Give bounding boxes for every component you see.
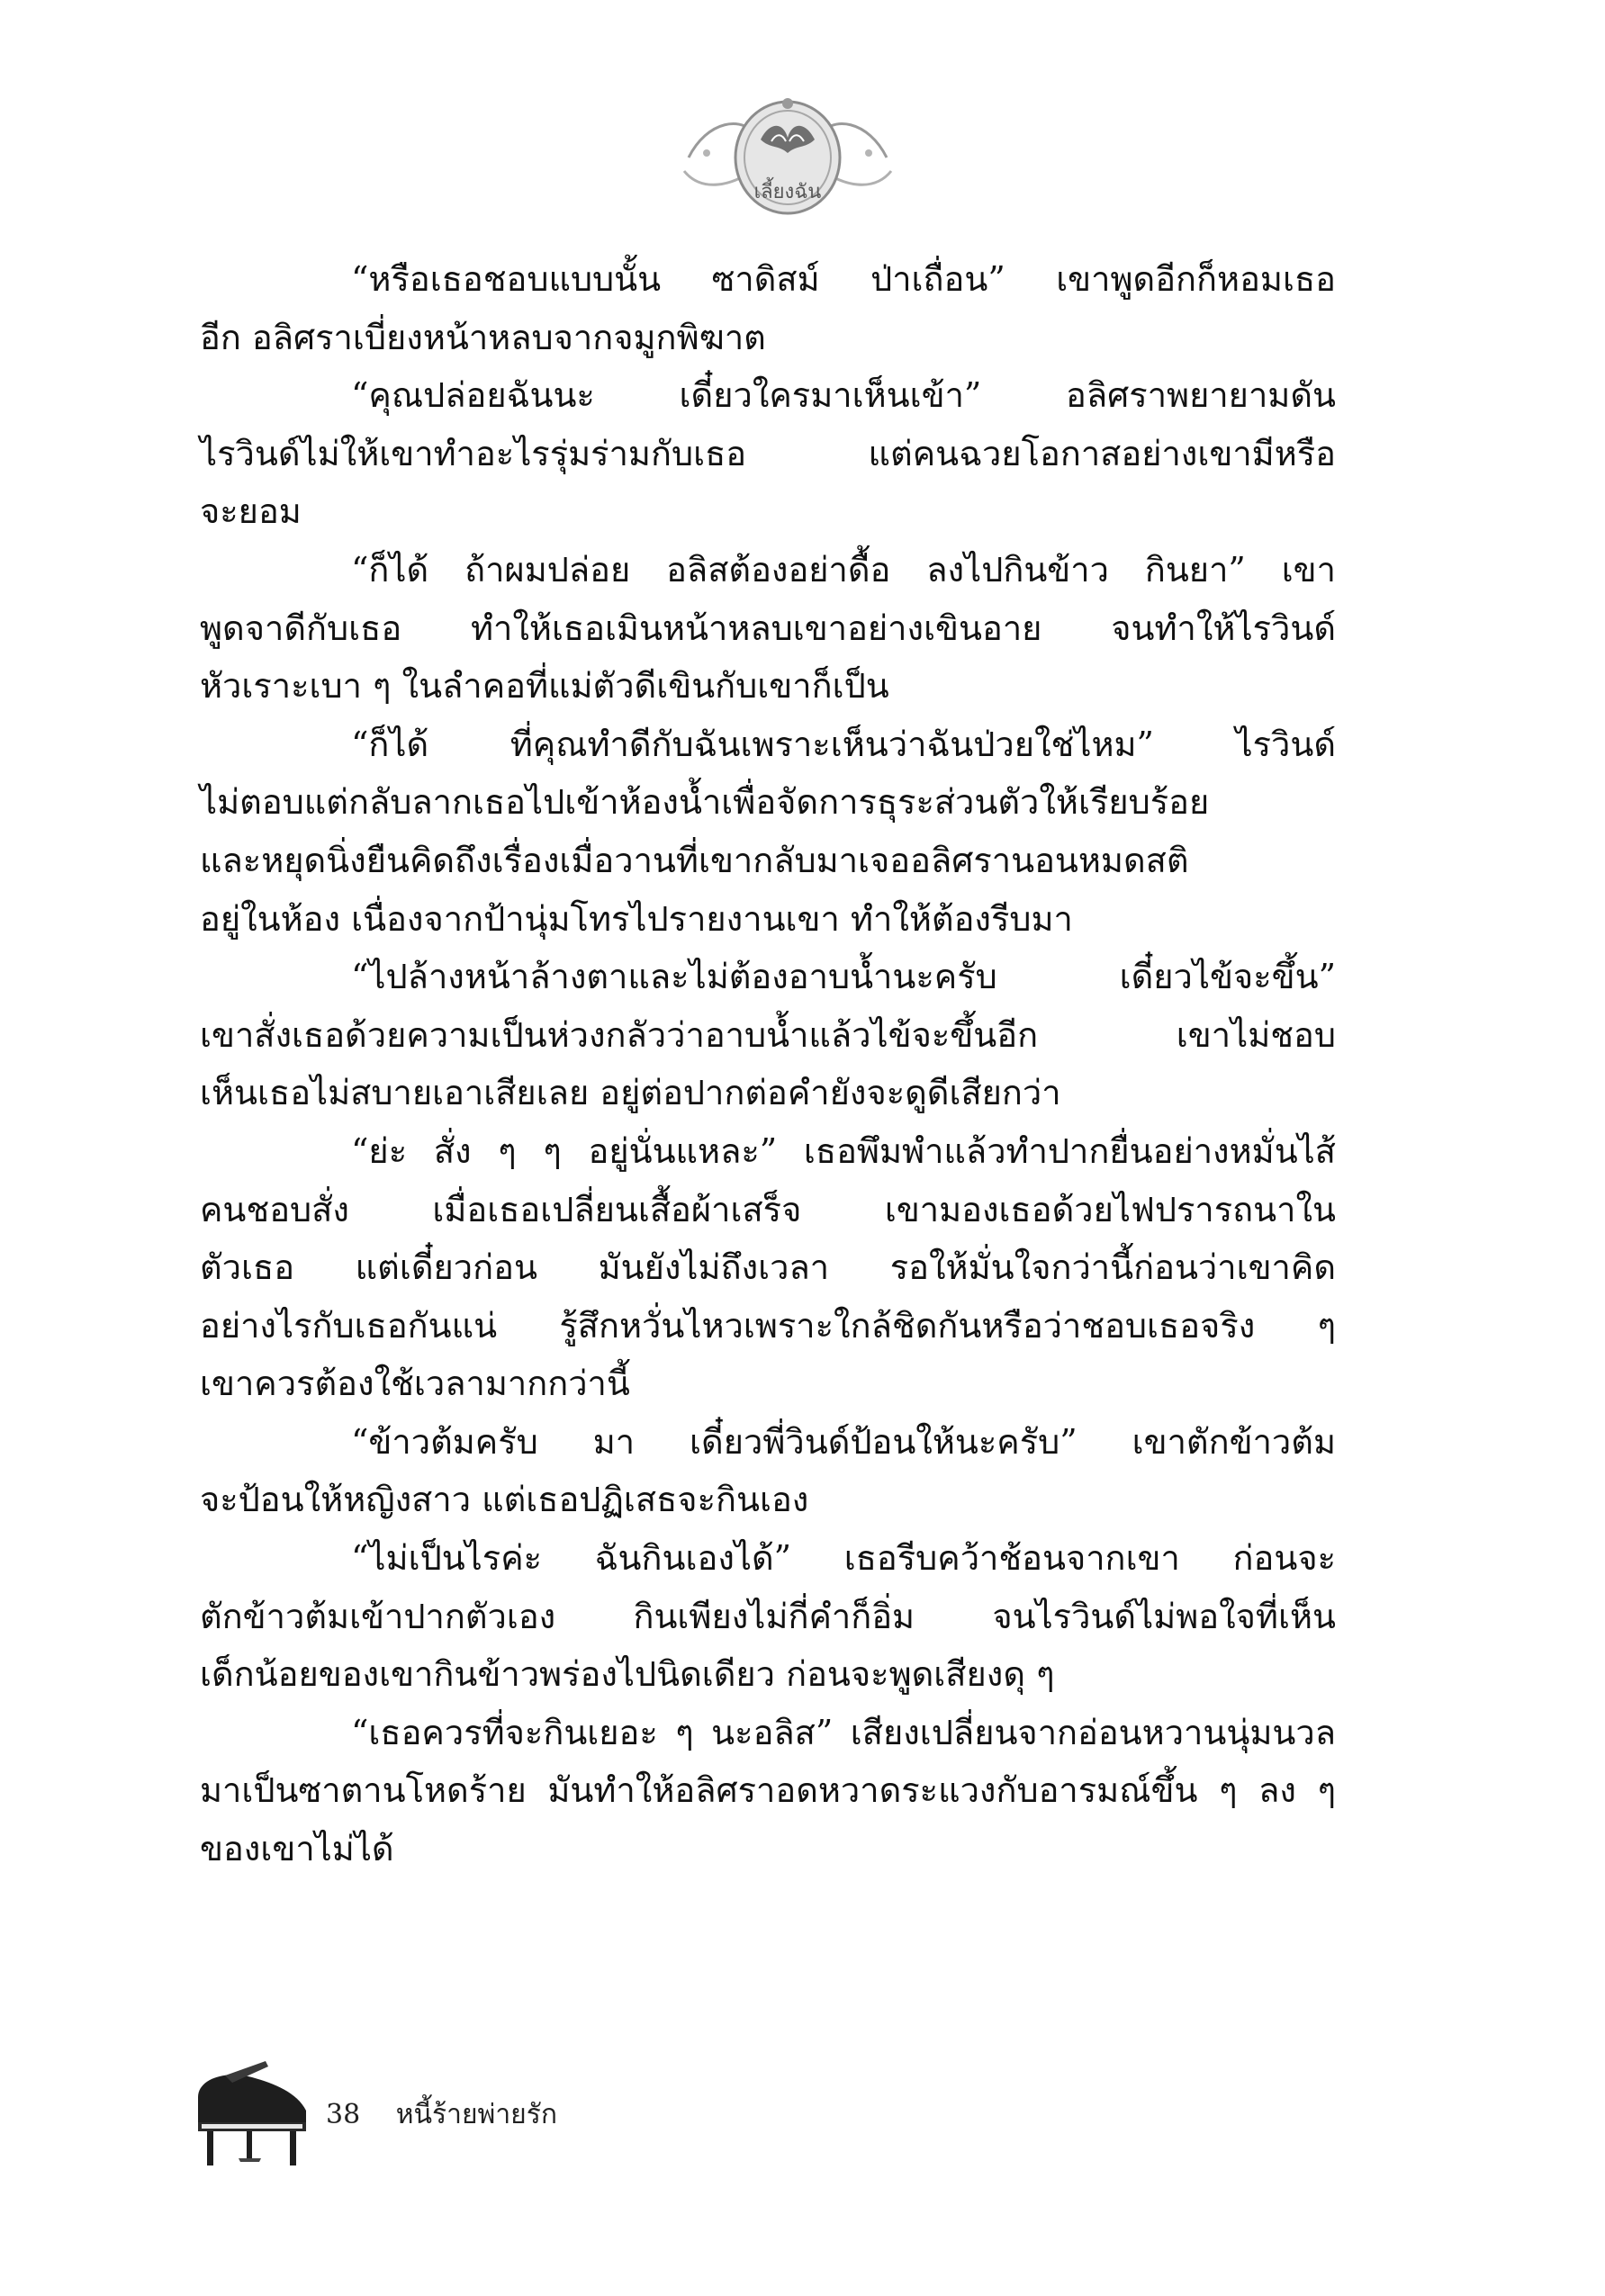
text-line: อยู่ในห้อง เนื่องจากป้านุ่มโทรไปรายงานเขา ทำให้ต้องรีบมา — [200, 898, 1073, 939]
header-ornament — [671, 86, 905, 221]
text-line: ตักข้าวต้มเข้าปากตัวเอง กินเพียงไม่กี่คำก็อิ่ม จนไรวินด์ไม่พอใจที่เห็น — [200, 1596, 1336, 1636]
ornament-label: เลี้ยงฉัน — [753, 181, 822, 203]
text-line: หัวเราะเบา ๆ ในลำคอที่แม่ตัวดีเขินกับเขาก็เป็น — [200, 666, 889, 707]
text-line: อีก อลิศราเบี่ยงหน้าหลบจากจมูกพิฆาต — [200, 317, 766, 357]
text-line: เขาควรต้องใช้เวลามากกว่านี้ — [200, 1364, 630, 1404]
text-line: อย่างไรกับเธอกันแน่ รู้สึกหวั่นไหวเพราะใกล้ชิดกันหรือว่าชอบเธอจริง ๆ — [200, 1305, 1336, 1346]
text-line: ของเขาไม่ได้ — [200, 1829, 394, 1869]
text-line: จะยอม — [200, 491, 302, 532]
text-line: พูดจาดีกับเธอ ทำให้เธอเมินหน้าหลบเขาอย่างเขินอาย จนทำให้ไรวินด์ — [200, 608, 1336, 648]
text-line: “ไปล้างหน้าล้างตาและไม่ต้องอาบน้ำนะครับ เดี๋ยวไข้จะขึ้น” — [351, 957, 1336, 997]
text-line: “ไม่เป็นไรค่ะ ฉันกินเองได้” เธอรีบคว้าช้อนจากเขา ก่อนจะ — [351, 1538, 1336, 1579]
page-number: 38 — [326, 2099, 361, 2130]
text-line: เด็กน้อยของเขากินข้าวพร่องไปนิดเดียว ก่อนจะพูดเสียงดุ ๆ — [200, 1654, 1055, 1695]
text-line: มาเป็นซาตานโหดร้าย มันทำให้อลิศราอดหวาดระแวงกับอารมณ์ขึ้น ๆ ลง ๆ — [200, 1770, 1336, 1811]
text-line: “ข้าวต้มครับ มา เดี๋ยวพี่วินด์ป้อนให้นะครับ” เขาตักข้าวต้ม — [351, 1421, 1336, 1462]
text-line: คนชอบสั่ง เมื่อเธอเปลี่ยนเสื้อผ้าเสร็จ เขามองเธอด้วยไฟปรารถนาใน — [200, 1189, 1336, 1229]
text-line: “ย่ะ สั่ง ๆ ๆ อยู่นั่นแหละ” เธอพึมพำแล้วทำปากยื่นอย่างหมั่นไส้ — [351, 1130, 1336, 1171]
text-line: เห็นเธอไม่สบายเอาเสียเลย อยู่ต่อปากต่อคำยังจะดูดีเสียกว่า — [200, 1073, 1061, 1113]
text-line: “เธอควรที่จะกินเยอะ ๆ นะอลิส” เสียงเปลี่ยนจากอ่อนหวานนุ่มนวล — [351, 1712, 1336, 1752]
body-text — [200, 250, 1336, 1878]
text-line: จะป้อนให้หญิงสาว แต่เธอปฏิเสธจะกินเอง — [200, 1480, 809, 1520]
text-line: ไรวินด์ไม่ให้เขาทำอะไรรุ่มร่ามกับเธอ แต่คนฉวยโอกาสอย่างเขามีหรือ — [200, 433, 1336, 473]
text-line: “หรือเธอชอบแบบนั้น ซาดิสม์ ป่าเถื่อน” เขาพูดอีกก็หอมเธอ — [351, 259, 1336, 299]
text-line: ตัวเธอ แต่เดี๋ยวก่อน มันยังไม่ถึงเวลา รอให้มั่นใจกว่านี้ก่อนว่าเขาคิด — [200, 1247, 1336, 1288]
text-line: “คุณปล่อยฉันนะ เดี๋ยวใครมาเห็นเข้า” อลิศราพยายามดัน — [351, 375, 1336, 416]
book-title: หนี้ร้ายพ่ายรัก — [395, 2099, 558, 2130]
text-line: “ก็ได้ ที่คุณทำดีกับฉันเพราะเห็นว่าฉันป่วยใช่ไหม” ไรวินด์ — [351, 724, 1336, 764]
text-line: และหยุดนิ่งยืนคิดถึงเรื่องเมื่อวานที่เขากลับมาเจออลิศรานอนหมดสติ — [200, 840, 1189, 880]
piano-icon — [189, 2061, 315, 2169]
text-line: เขาสั่งเธอด้วยความเป็นห่วงกลัวว่าอาบน้ำแล้วไข้จะขึ้นอีก เขาไม่ชอบ — [200, 1014, 1336, 1055]
text-line: “ก็ได้ ถ้าผมปล่อย อลิสต้องอย่าดื้อ ลงไปกินข้าว กินยา” เขา — [351, 549, 1336, 590]
text-line: ไม่ตอบแต่กลับลากเธอไปเข้าห้องน้ำเพื่อจัดการธุระส่วนตัวให้เรียบร้อย — [200, 782, 1210, 823]
page-footer — [326, 2093, 557, 2136]
